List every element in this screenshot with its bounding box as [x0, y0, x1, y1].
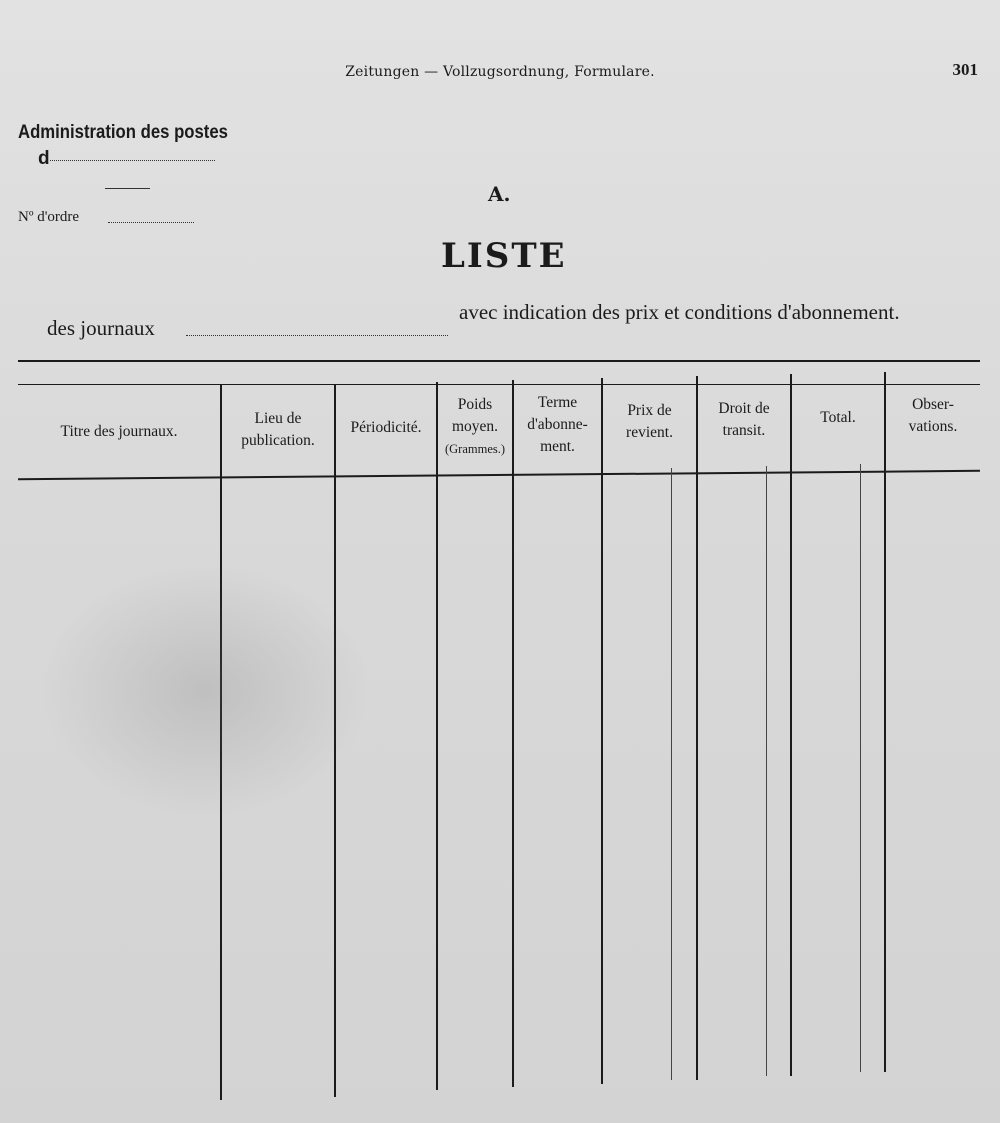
column-divider: [512, 380, 514, 1087]
column-header-observations: Obser- vations.: [908, 396, 958, 435]
page-number: 301: [952, 60, 978, 79]
column-header-title: Titre des journaux.: [60, 423, 178, 440]
column-divider: [601, 378, 603, 1084]
order-number-dotted-line: [108, 222, 194, 223]
sub-column-divider: [766, 466, 767, 1076]
order-number-label: Nº d'ordre: [18, 209, 80, 225]
column-divider: [696, 376, 698, 1080]
running-head: Zeitungen — Vollzugsordnung, Formulare.: [345, 64, 655, 80]
column-header-transit: Droit de transit.: [718, 400, 770, 439]
column-header-cost: Prix de revient.: [626, 402, 673, 441]
administration-d: d: [38, 148, 50, 169]
column-header-term: Terme d'abonne- ment.: [527, 394, 588, 455]
column-divider: [790, 374, 792, 1076]
page-shadow: [40, 560, 370, 820]
subtitle-dotted-line: [186, 335, 448, 336]
sub-column-divider: [671, 468, 672, 1080]
table-top-rule: [18, 360, 980, 362]
administration-dotted-line: [50, 160, 215, 161]
column-divider: [884, 372, 886, 1072]
column-header-periodicity: Périodicité.: [350, 419, 422, 436]
column-header-total: Total.: [820, 409, 856, 426]
column-header-weight: Poids moyen. (Grammes.): [444, 396, 506, 456]
sub-column-divider: [860, 464, 861, 1072]
page-title: LISTE: [441, 236, 567, 276]
subtitle-left: des journaux: [47, 316, 155, 340]
form-letter: A.: [488, 182, 511, 206]
column-divider: [436, 382, 438, 1090]
column-header-place: Lieu de publication.: [241, 410, 315, 449]
subtitle-right: avec indication des prix et conditions d'abonnement.: [459, 300, 900, 324]
short-rule: [105, 188, 150, 189]
administration-label: Administration des postes: [18, 122, 228, 143]
